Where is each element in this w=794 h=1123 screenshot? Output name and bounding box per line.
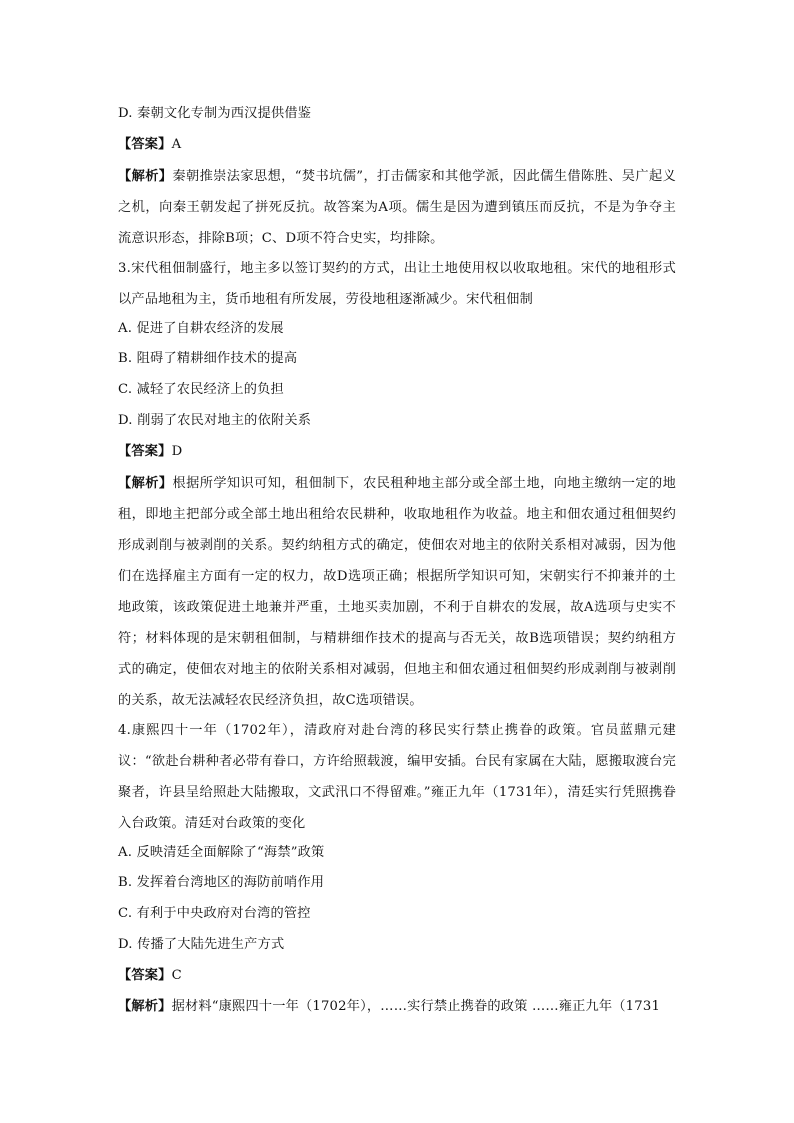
answer-tag: 【答案】 xyxy=(118,967,172,983)
q3-stem: 3.宋代租佃制盛行，地主多以签订契约的方式，出让土地使用权以收取地租。宋代的地租形式以产品地租为主，货币地租有所发展，劳役地租逐渐减少。宋代租佃制 xyxy=(118,260,676,307)
q2-option-d: D. 秦朝文化专制为西汉提供借鉴 xyxy=(118,106,312,121)
q3-option-d: D. 削弱了农民对地主的依附关系 xyxy=(118,412,312,428)
answer-tag: 【答案】 xyxy=(118,136,172,152)
answer-tag: 【答案】 xyxy=(118,443,172,459)
analysis-tag: 【解析】 xyxy=(118,168,173,184)
analysis-text: 据材料“康熙四十一年（1702年），……实行禁止携眷的政策 ……雍正九年（1731 xyxy=(171,998,661,1014)
q4-option-b: B. 发挥着台湾地区的海防前哨作用 xyxy=(118,875,325,891)
analysis-text: 根据所学知识可知，租佃制下，农民租种地主部分或全部土地，向地主缴纳一定的地租，即地主把部分或全部土地出租给农民耕种，收取地租作为收益。地主和佃农通过租佃契约形成剥削与被剥削的关系。契约纳租方式的确定，使佃农对地主的依附关系相对减弱，因为他们在选择雇主方面有一定的权力，故D选项正确；根据所学知识可知，宋朝实行不抑兼并的土地政策，该政策促进土地兼并严重，土地买卖加剧，不利于自耕农的发展，故A选项与史实不符；材料体现的是宋朝租佃制，与精耕细作技术的提高与否无关，故B选项错误；契约纳租方式的确定，使佃农对地主的依附关系相对减弱，但地主和佃农通过租佃契约形成剥削与被剥削的关系，故无法减轻农民经济负担，故C选项错误。 xyxy=(118,475,676,708)
q4-analysis xyxy=(118,997,676,1017)
answer-value: D xyxy=(171,443,183,459)
answer-value: A xyxy=(171,136,182,152)
q3-option-b: B. 阻碍了精耕细作技术的提高 xyxy=(118,351,298,367)
analysis-tag: 【解析】 xyxy=(118,475,173,491)
q4-answer xyxy=(118,966,676,986)
q4-stem: 4.康熙四十一年（1702年），清政府对赴台湾的移民实行禁止携眷的政策。官员蓝鼎元建议：“欲赴台耕种者必带有眷口，方许给照载渡，编甲安插。台民有家属在大陆，愿搬取渡台完聚者，许县呈给照赴大陆搬取，文武汛口不得留难。”雍正九年（1731年），清廷实行凭照携眷入台政策。清廷对台政策的变化 xyxy=(118,722,676,831)
q4-option-a: A. 反映清廷全面解除了“海禁”政策 xyxy=(118,844,325,860)
q3-analysis xyxy=(118,468,676,716)
q3-option-a: A. 促进了自耕农经济的发展 xyxy=(118,320,284,336)
q4-option-c: C. 有利于中央政府对台湾的管控 xyxy=(118,906,311,922)
analysis-text: 秦朝推崇法家思想，“焚书坑儒”，打击儒家和其他学派，因此儒生借陈胜、吴广起义之机，向秦王朝发起了拼死反抗。故答案为A项。儒生是因为遭到镇压而反抗，不是为争夺主流意识形态，排除B项；C、D项不符合史实，均排除。 xyxy=(118,168,676,246)
analysis-tag: 【解析】 xyxy=(118,998,172,1014)
q2-analysis xyxy=(118,161,676,254)
q2-answer xyxy=(118,135,676,155)
q3-answer xyxy=(118,442,676,462)
q3-option-c: C. 减轻了农民经济上的负担 xyxy=(118,382,284,398)
q4-option-d: D. 传播了大陆先进生产方式 xyxy=(118,936,285,952)
answer-value: C xyxy=(171,967,182,983)
